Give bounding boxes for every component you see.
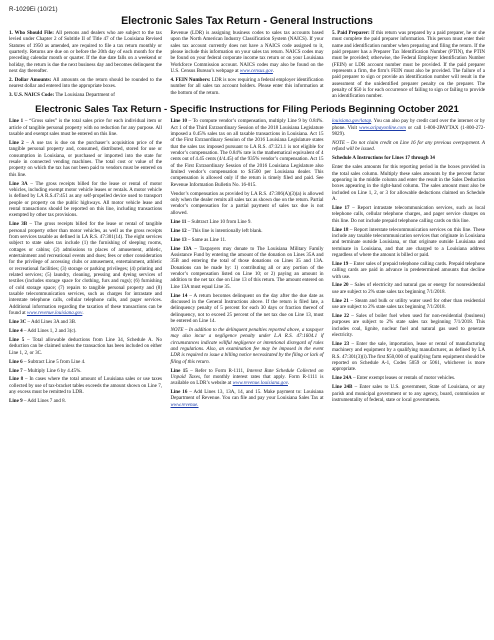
general-instructions <box>9 30 485 102</box>
paragraph-text: – Add Lines 13, 13A, 14, and 15. Make payment to: Louisiana Department of Revenue. You can file and pay your Louisiana Sales Tax at <box>170 389 324 402</box>
instruction-paragraph <box>332 384 485 403</box>
instruction-paragraph <box>332 30 485 100</box>
paragraph-lead: 4. FEIN Numbers: <box>170 77 211 83</box>
instruction-paragraph <box>171 293 324 325</box>
link[interactable]: www.revenue.louisiana.gov <box>26 310 83 317</box>
paragraph-text: – Multiply Line 6 by 4.45%. <box>22 367 82 374</box>
paragraph-text: – Sales of boiler fuel when used for non-residential (business) purposes are subject to 2% state sales tax beginning 7/1/2018. This includes coal, lignite, nuclear fuel and natural gas used to generate electricity. <box>332 313 486 339</box>
instruction-paragraph <box>332 205 485 224</box>
paragraph-lead: Line 12 <box>170 227 187 234</box>
paragraph-text: – Report interstate telecommunication services on this line. These include any taxable telecommunication services that originate in Louisiana and terminate outside Louisiana, or that originate outside Louisiana and terminate in Louisiana, and that are charged to a Louisiana address regardless of where the amount is billed or paid. <box>332 226 485 258</box>
paragraph-text: – Taxpayers may donate to The Louisiana Military Family Assistance Fund by entering the amount of the donation on Lines 35A and 35B and entering the total of those donations on Lines 35 and 13A. Donations can be made by: 1) contributing all or any portion of the vendor’s compensation listed on Line 10; or 2) paying an amount in addition to the net tax due on Line 13 of this return. The amount entered on Line 13A must equal Line 35. <box>170 245 324 290</box>
paragraph-text: – The gross receipts billed for the lease or rental of motor vehicles, including exempt motor vehicle leases or rentals. A motor vehicle is defined by LA R.S.47:451 as any self-propelled device used to transport people or property on the public highways. All motor vehicle lease and rental transactions should be reported on this line, including transactions exempted by other tax provisions. <box>9 180 162 219</box>
link[interactable]: www.acipayonline.com <box>359 124 406 131</box>
paragraph-text: – Subtract Line 10 from Line 9. <box>186 218 252 225</box>
instruction-paragraph <box>171 118 324 188</box>
paragraph-text: – Enter exempt leases or rentals of motor vehicles. <box>351 375 456 382</box>
paragraph-text: – Enter sales to U.S. government, State of Louisiana, or any parish and municipal government or to any agency, board, commission or instrumentality of federal, state or local governments. <box>332 384 485 403</box>
paragraph-text: – To compute vendor’s compensation, multiply Line 9 by 0.84%. Act 1 of the Third Extraordinary Session of the 2018 Louisiana Legislature imposed a 0.45% sales tax on all taxable transactions in Louisiana. Act 15 of the First Extraordinary Session of the 2016 Louisiana Legislature states that the sales tax imposed pursuant to LA R.S. 47:321.1 is not eligible for vendor’s compensation. The 0.84% rate is the mathematical equivalent of 4 cents out of 4.45 cents (4/4.45) of the 935% vendor’s compensation. Act 15 of the First Extraordinary Session of the 2016 Louisiana Legislature also limited vendor’s compensation to $1500 per Louisiana dealer. This compensation is allowed only if the return is timely filed and paid. See Revenue Information Bulletin No. 16-015. <box>170 118 324 188</box>
instruction-paragraph <box>171 368 324 387</box>
paragraph-text: – Report intrastate telecommunication services, such as local telephone calls, cellular telephone charges, and pager service charges on this line. Do not include prepaid telephone calling cards on this line. <box>332 204 486 224</box>
form-id: R-1029Ei (10/21) <box>9 6 58 13</box>
paragraph-text: , for monthly interest rates that apply. Form R-1111 is available on LDR’s website at <box>170 373 324 387</box>
general-column-3 <box>332 30 485 102</box>
paragraph-lead: Line 24A <box>332 375 352 382</box>
paragraph-lead: Line 16 <box>170 389 188 396</box>
paragraph-lead: Line 4 <box>9 328 23 334</box>
paragraph-text: – Sales of electricity and natural gas or energy for nonresidential use are subject to 2% state sales tax beginning 7/1/2018. <box>332 282 486 295</box>
paragraph-text: . You can also pay by credit card over the internet or by phone. Visit <box>332 118 485 131</box>
paragraph-lead: Line 13A <box>170 245 192 252</box>
paragraph-text: – This line is intentionally left blank. <box>186 227 263 234</box>
paragraph-text: LDR is now requiring a federal employer identification number for all sales tax account holders. Please enter this information at the bottom of the return. <box>170 77 324 96</box>
link[interactable]: www.revenue.louisiana.gov <box>232 380 288 387</box>
paragraph-lead: Line 18 <box>332 226 349 233</box>
paragraph-text: The Louisiana Department of <box>54 92 115 99</box>
paragraph-text: – “Gross sales” is the total sales price for each individual item or article of tangible personal property with no reduction for any purpose. All taxable and exempt sales must be entered on this line. <box>9 118 162 138</box>
section-title: Electronic Sales Tax Return - Specific Instructions for Filing Periods Beginning October 2021 <box>35 104 459 116</box>
paragraph-lead: Line 3B <box>9 221 28 228</box>
instruction-paragraph <box>9 92 162 98</box>
instruction-paragraph <box>171 30 324 74</box>
instruction-paragraph <box>9 398 162 404</box>
paragraph-lead: Line 21 <box>332 297 349 304</box>
instruction-paragraph <box>9 140 162 178</box>
paragraph-text: If this return was prepared by a paid preparer, he or she must complete the paid preparer information. This person must enter their name and identification number when preparing and filing the return. If the paid preparer has a Preparer Tax Identification Number (PTIN), the PTIN must be provided; otherwise, the Federal Employer Identification Number (FEIN) or LDR account number must be provided. If the paid preparer represents a firm, the firm’s FEIN must also be provided. The failure of a paid preparer to sign or provide an identification number will result in the assessment of the unidentified preparer penalty on the preparer. The penalty of $50 is for each occurrence of failing to sign or failing to provide an identification number. <box>332 30 485 100</box>
paragraph-lead: Line 20 <box>332 282 349 289</box>
specific-column-3 <box>332 118 485 410</box>
instruction-paragraph <box>9 376 162 395</box>
paragraph-text: – Add Lines 3A and 3B. <box>26 319 77 326</box>
paragraph-lead: Line 9 <box>9 398 23 405</box>
instruction-paragraph <box>9 319 162 325</box>
paragraph-lead: Line 13 <box>170 236 187 243</box>
paragraph-text: – Subtract Line 5 from Line 4. <box>22 358 86 365</box>
paragraph-lead: Line 19 <box>332 260 349 267</box>
paragraph-text: . <box>272 68 275 75</box>
instruction-paragraph <box>9 337 162 356</box>
instruction-paragraph <box>332 227 485 259</box>
paragraph-text: . <box>82 310 84 317</box>
paragraph-lead: Line 2 <box>9 140 24 146</box>
paragraph-lead: 2. Dollar Amounts: <box>9 77 52 83</box>
specific-column-1 <box>9 118 162 410</box>
paragraph-lead: 3. U.S. NAICS Code: <box>9 92 55 99</box>
instruction-paragraph <box>332 313 485 338</box>
paragraph-lead: Line 24B <box>332 384 353 391</box>
paragraph-text: – A use tax is due on the purchaser’s acquisition price of the tangible personal property and, consumed, distributed, stored for use or consumption in Louisiana, or purchased or imported into the state for resale in connected vending machines. The total cost or value of the property on which the tax has not been paid to vendors must be entered on this line. <box>9 140 162 178</box>
paragraph-text: – Refer to Form R-1111, <box>187 367 247 374</box>
instruction-paragraph <box>332 261 485 280</box>
instruction-paragraph <box>9 328 162 334</box>
instruction-paragraph <box>332 155 485 161</box>
paragraph-text: – A return becomes delinquent on the day after the due date as discussed in the General Instructions above. If the return is filed late, a delinquency penalty of 5 percent for each 30 days or fraction thereof of delinquency, not to exceed 25 percent of the net tax due on Line 13, must be entered on Line 14. <box>170 292 324 324</box>
instruction-paragraph <box>171 237 324 243</box>
paragraph-lead: Line 14 <box>170 292 188 299</box>
instruction-paragraph <box>332 118 485 137</box>
paragraph-italic: Interest Rate Schedule Collected on Unpaid Taxes <box>170 367 324 380</box>
paragraph-lead: Line 22 <box>332 313 350 319</box>
paragraph-lead: Line 8 <box>9 376 24 383</box>
paragraph-text: – The gross receipts billed for the lease or rental of tangible personal property other than motor vehicles, as well as the gross receipts from services taxable as defined in LA R.S. 47:301(14). The eight services subject to state sales tax include (1) the furnishing of sleeping rooms, cottages or cabins; (2) admissions to places of amusement, athletic, entertainment and recreational events and dues; fees or other consideration for the privilege of accessing clubs or amusement, entertainment, athletic or recreational facilities; (3) storage or parking privileges; (4) printing and related services; (5) laundry, cleaning, pressing and dyeing services of textiles (includes storage space for clothing, furs and rugs); (6) furnishing of cold storage space; (7) repairs to tangible personal property and (8) taxable telecommunication services, such as charges for intrastate and interstate telephone calls, cellular telephone calls, and pager services. Additional information regarding the taxation of these transactions can be found at <box>9 221 163 317</box>
link[interactable]: www.revenue. <box>170 401 199 408</box>
instruction-paragraph <box>9 181 162 219</box>
instruction-paragraph <box>332 140 485 153</box>
instruction-paragraph <box>9 221 162 316</box>
paragraph-lead: Line 1 <box>9 118 24 125</box>
paragraph-lead: Line 6 <box>9 358 23 365</box>
paragraph-lead: Line 3C <box>9 319 27 326</box>
paragraph-text: or call 1-800-2PAYTAX (1-800-272-9829). <box>332 124 485 138</box>
instruction-paragraph <box>9 77 162 90</box>
specific-instructions <box>9 118 485 410</box>
link[interactable]: louisiana.gov/latap <box>332 118 372 125</box>
instruction-paragraph <box>171 228 324 234</box>
instruction-paragraph <box>332 341 485 373</box>
paragraph-lead: Line 11 <box>170 218 187 225</box>
general-column-1 <box>9 30 162 102</box>
general-column-2 <box>171 30 324 102</box>
link[interactable]: www.census.gov <box>239 68 273 75</box>
paragraph-text: All persons and dealers who are subject to the tax levied under Chapter 2 of Subtitle II of Title 47 of the Louisiana Revised Statutes of 1950 as amended, are required to file a tax return monthly or quarterly. Returns are due on or before the 20th day of each month for the preceding calendar month or quarter. If the due date falls on a weekend or holiday, the return is due the next business day and becomes delinquent the next day thereafter. <box>9 30 162 75</box>
instruction-paragraph <box>171 219 324 225</box>
paragraph-text: All amounts on the return should be rounded to the nearest dollar and entered into the appropriate boxes. <box>9 77 162 90</box>
instruction-paragraph <box>171 389 324 408</box>
specific-column-2 <box>171 118 324 410</box>
paragraph-text: Vendor’s compensation as provided by LA R.S. 47:306(A)(3)(a) is allowed only when the dealer remits all sales tax as shown due on the return. Partial vendor’s compensation for a partial payment of sales tax due is not allowed. <box>170 190 324 216</box>
instruction-paragraph <box>332 282 485 295</box>
paragraph-lead: Schedule A Instructions for Lines 17 through 34 <box>332 155 435 162</box>
paragraph-text: – Add Lines 7 and 8. <box>22 398 66 405</box>
paragraph-lead: Line 23 <box>332 340 350 347</box>
instruction-paragraph <box>9 359 162 365</box>
paragraph-text: . <box>287 380 290 387</box>
paragraph-text: – Enter sales of prepaid telephone calling cards. Prepaid telephone calling cards are paid in advance in predetermined amounts that decline with use. <box>332 260 486 280</box>
instruction-paragraph <box>9 368 162 374</box>
paragraph-lead: Line 3A <box>9 180 28 187</box>
instruction-paragraph <box>9 30 162 74</box>
note-text: NOTE – In addition to the delinquent penalties reported above, a taxpayer may also incur a negligence penalty under L.A R.S. 47:1604.1 if circumstances indicate willful negligence or intentional disregard of rules and regulations. Also, an examination fee may be imposed in the event LDR is required to issue a billing notice necessitated by the filing or lack of filing of this return. <box>170 326 324 365</box>
paragraph-lead: Line 15 <box>170 367 188 374</box>
paragraph-text: Enter the sales amounts for this reporting period in the boxes provided in the total sales column. Multiply these sales amounts by the percent factor appearing in the middle column and enter the result in the Sales Deduction boxes appearing in the right-hand column. The sales amount must also be included on Line 1, 2, or 3 for allowable deductions claimed on Schedule A. <box>332 164 485 202</box>
paragraph-text: Revenue (LDR) is assigning business codes to sales tax accounts based upon the North American Industry Classification System (NAICS). If your sales tax account currently does not have a NAICS code assigned to it, please include this information on your sales tax return. NAICS codes may be found on your federal corporate income tax return or on your Louisiana Workforce Commission account. NAICS codes may also be found on the U.S. Census Bureau’s webpage at <box>170 30 324 75</box>
page-title: Electronic Sales Tax Return - General Instructions <box>121 15 373 27</box>
paragraph-text: – Same as Line 11. <box>186 236 227 243</box>
note-text: NOTE – Do not claim credit on Line 16 for any previous overpayment. A refund will be issued. <box>332 140 485 153</box>
instruction-paragraph <box>332 164 485 202</box>
paragraph-lead: Line 10 <box>170 118 187 125</box>
paragraph-text: – Steam and bulk or utility water used for other than residential use are subject to 2% state sales tax beginning 7/1/2018. <box>332 297 485 311</box>
instruction-paragraph <box>171 191 324 216</box>
paragraph-lead: 1. Who Should File: <box>9 30 54 36</box>
instruction-paragraph <box>9 118 162 137</box>
instruction-paragraph <box>171 327 324 365</box>
paragraph-text: – In cases where the total amount of Louisiana sales or use taxes collected by use of tax-bracket tables exceeds the amount shown on Line 7, any excess must be remitted to LDR. <box>9 376 162 396</box>
paragraph-lead: Line 5 <box>9 336 25 343</box>
paragraph-text: – Add Lines 1, 2 and 3(c). <box>22 328 77 334</box>
paragraph-lead: 5. Paid Preparer: <box>332 30 370 36</box>
paragraph-text: – Total allowable deductions from Line 34, Schedule A. No deduction can be claimed unless the transaction has been included on either Line 1, 2, or 3C. <box>9 336 162 356</box>
paragraph-text: – Enter the sale, importation, lease or rental of manufacturing machinery and equipment by a qualifying manufacturer, as defined by LA R.S. 47:301(3)(i).The first $50,000 of qualifying farm equipment should be reported on Schedule A-1, Codes 5059 or 5061, whichever is more appropriate. <box>332 340 485 373</box>
paragraph-lead: Line 17 <box>332 204 350 211</box>
instruction-paragraph <box>332 375 485 381</box>
instruction-paragraph <box>171 77 324 96</box>
instruction-paragraph <box>332 298 485 311</box>
instruction-paragraph <box>171 246 324 290</box>
paragraph-lead: Line 7 <box>9 367 23 374</box>
